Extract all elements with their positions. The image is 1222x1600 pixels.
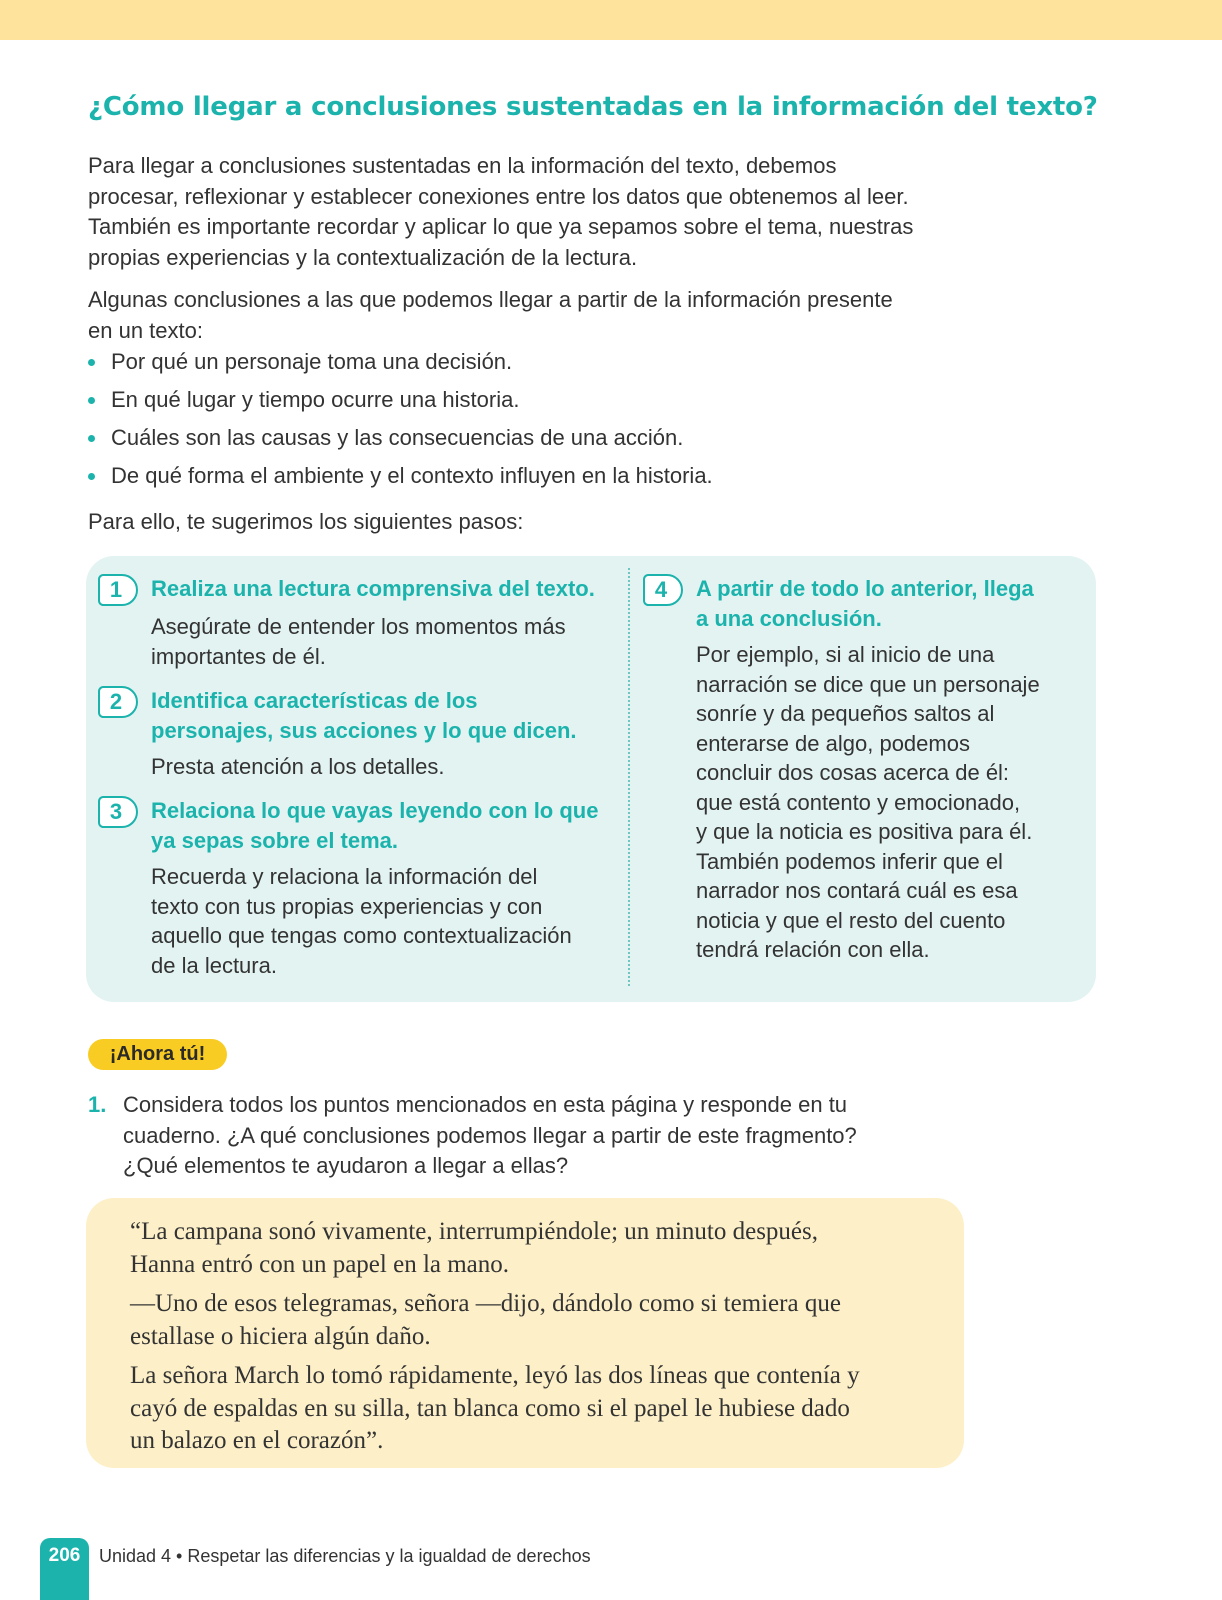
text-line: narrador nos contará cuál es esa (696, 878, 1018, 903)
step-title (151, 796, 598, 855)
text-line: También podemos inferir que el (696, 848, 1003, 874)
text-line: Presta atención a los detalles. (151, 754, 445, 779)
step-title (151, 686, 577, 745)
intro-paragraph-3: Para ello, te sugerimos los siguientes pasos: (88, 509, 524, 534)
text-line: un balazo en el corazón”. (130, 1427, 384, 1454)
text-line: Identifica características de los (151, 688, 478, 713)
bullet-icon (88, 397, 95, 404)
text-line: sonríe y da pequeños saltos al (696, 701, 995, 726)
text-line: personajes, sus acciones y lo que dicen. (151, 717, 577, 743)
ahora-tu-badge: ¡Ahora tú! (88, 1039, 227, 1070)
text-line: A partir de todo lo anterior, llega (696, 576, 1034, 601)
text-line: propias experiencias y la contextualización de la lectura. (88, 244, 638, 270)
text-line: en un texto: (88, 317, 203, 343)
step-number-badge: 1 (98, 574, 138, 606)
list-item-text: Cuáles son las causas y las consecuencias de una acción. (111, 425, 684, 450)
text-line: “La campana sonó vivamente, interrumpiéndole; un minuto después, (130, 1218, 819, 1245)
list-item-text: En qué lugar y tiempo ocurre una historia. (111, 387, 520, 412)
text-line: cayó de espaldas en su silla, tan blanca como si el papel le hubiese dado (130, 1394, 850, 1422)
step-number-badge: 3 (98, 796, 138, 828)
text-line: importantes de él. (151, 643, 326, 669)
top-band (0, 0, 1222, 40)
text-line: noticia y que el resto del cuento (696, 907, 1006, 933)
step-title (696, 574, 1034, 633)
step-number-badge: 4 (643, 574, 683, 606)
page-number: 206 (48, 1545, 81, 1566)
conclusion-list (88, 347, 713, 499)
list-item (88, 347, 713, 377)
step-text (151, 752, 445, 782)
bullet-icon (88, 473, 95, 480)
text-line: También es importante recordar y aplicar lo que ya sepamos sobre el tema, nuestras (88, 214, 914, 239)
step-number-badge: 2 (98, 686, 138, 718)
quote-paragraph-2 (130, 1288, 930, 1353)
text-line: Hanna entró con un papel en la mano. (130, 1250, 510, 1278)
text-line: enterarse de algo, podemos (696, 730, 970, 756)
text-line: Considera todos los puntos mencionados en esta página y responde en tu (123, 1092, 848, 1117)
step-title (151, 574, 595, 604)
intro-paragraph-1 (88, 151, 1008, 273)
bullet-icon (88, 435, 95, 442)
bullet-icon (88, 359, 95, 366)
text-line: y que la noticia es positiva para él. (696, 819, 1033, 844)
intro-paragraph-2 (88, 285, 1008, 346)
quote-paragraph-1 (130, 1216, 930, 1281)
step-text (151, 612, 566, 671)
text-line: aquello que tengas como contextualización (151, 923, 572, 948)
text-line: Realiza una lectura comprensiva del texto. (151, 576, 595, 601)
list-item-text: De qué forma el ambiente y el contexto influyen en la historia. (111, 463, 713, 488)
text-line: Recuerda y relaciona la información del (151, 864, 538, 889)
footer-unit-title: Unidad 4 • Respetar las diferencias y la igualdad de derechos (99, 1546, 591, 1566)
text-line: concluir dos cosas acerca de él: (696, 760, 1010, 785)
list-item (88, 461, 713, 491)
list-item (88, 385, 713, 415)
step-text (151, 862, 572, 980)
quote-paragraph-3 (130, 1360, 930, 1458)
text-line: —Uno de esos telegramas, señora —dijo, dándolo como si temiera que (130, 1290, 841, 1317)
text-line: Asegúrate de entender los momentos más (151, 614, 566, 639)
text-line: tendrá relación con ella. (696, 937, 930, 962)
question-number: 1. (88, 1092, 107, 1117)
question-text (123, 1090, 983, 1182)
text-line: de la lectura. (151, 952, 277, 978)
text-line: ¿Qué elementos te ayudaron a llegar a ellas? (123, 1153, 569, 1178)
list-item (88, 423, 713, 453)
text-line: Para llegar a conclusiones sustentadas en la información del texto, debemos (88, 153, 837, 178)
text-line: La señora March lo tomó rápidamente, leyó las dos líneas que contenía y (130, 1362, 860, 1389)
text-line: Relaciona lo que vayas leyendo con lo que (151, 798, 599, 823)
step-text (696, 640, 1040, 965)
text-line: a una conclusión. (696, 605, 882, 631)
text-line: procesar, reflexionar y establecer conexiones entre los datos que obtenemos al leer. (88, 183, 909, 209)
page-title: ¿Cómo llegar a conclusiones sustentadas en la información del texto? (88, 92, 1098, 122)
text-line: Por ejemplo, si al inicio de una (696, 642, 995, 667)
text-line: que está contento y emocionado, (696, 789, 1021, 815)
text-line: texto con tus propias experiencias y con (151, 893, 543, 919)
steps-divider (628, 568, 630, 986)
text-line: cuaderno. ¿A qué conclusiones podemos llegar a partir de este fragmento? (123, 1122, 857, 1148)
text-line: Algunas conclusiones a las que podemos llegar a partir de la información presente (88, 287, 893, 312)
list-item-text: Por qué un personaje toma una decisión. (111, 349, 513, 374)
text-line: estallase o hiciera algún daño. (130, 1322, 431, 1350)
text-line: narración se dice que un personaje (696, 671, 1040, 697)
text-line: ya sepas sobre el tema. (151, 827, 399, 853)
